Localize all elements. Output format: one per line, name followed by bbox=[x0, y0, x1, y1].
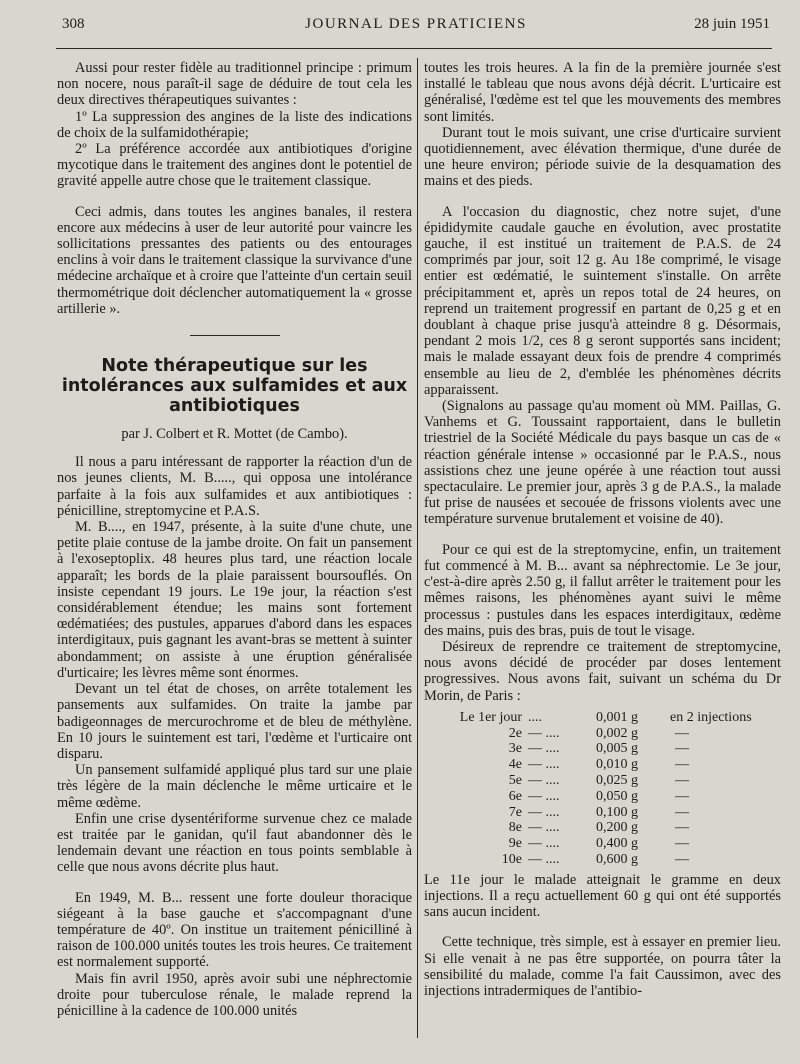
page-header bbox=[62, 16, 770, 38]
schedule-day: 7e bbox=[508, 804, 522, 820]
schedule-day: 3e bbox=[508, 741, 522, 757]
schedule-row bbox=[424, 820, 781, 836]
schedule-day: 4e bbox=[508, 757, 522, 773]
schedule-dose: 0,200 g bbox=[596, 820, 638, 836]
schedule-note: — bbox=[675, 804, 689, 820]
schedule-note: — bbox=[675, 757, 689, 773]
schedule-row bbox=[424, 773, 781, 789]
article-paragraph: Un pansement sulfamidé appliqué plus tard sur une plaie très légère de la main déclenche le même urticaire et le même œdème. bbox=[57, 762, 412, 811]
schedule-note: — bbox=[675, 851, 689, 867]
schedule-day: 5e bbox=[508, 772, 522, 788]
schedule-ditto: — .... bbox=[528, 851, 560, 867]
article-paragraph: M. B...., en 1947, présente, à la suite d'une chute, une petite plaie contuse de la jambe droite. On fait un pansement à l'exoseptoplix. 48 heures plus tard, une réaction locale apparaît; les bords de la plaie paraissent boursouflés. On insiste cependant 19 jours. Le 19e jour, la réaction s'est considérablement étendue; les mains sont fortement œdématiées; des pustules, apparues d'abord dans les espaces interdigitaux, puis gagnant les avant-bras se mettent à suinter abondamment; on assiste à une éruption généralisée d'urticaire; les lèvres même sont énormes. bbox=[57, 519, 412, 681]
directive-1: 1º La suppression des angines de la liste des indications de choix de la sulfamidothérapie; bbox=[57, 108, 412, 141]
column-divider bbox=[417, 58, 418, 1038]
schedule-ditto: — .... bbox=[528, 725, 560, 741]
schedule-ditto: — .... bbox=[528, 836, 560, 852]
schedule-ditto: — .... bbox=[528, 772, 560, 788]
conclusion-paragraph: Ceci admis, dans toutes les angines banales, il restera encore aux médecins à user de leur autorité pour vaincre les sollicitations pressantes des patients ou des entourages enclins à voir dans le traitement classique la survivance d'une médecine archaïque et à croire que l'atteinte d'un certain seuil thermométrique doit déclencher automatiquement la « grosse artillerie ». bbox=[57, 203, 412, 317]
article-paragraph: Enfin une crise dysentériforme survenue chez ce malade est traitée par le ganidan, qu'il faut abandonner dès le lendemain devant une réaction en tous points semblable à celle que nous avons décrite plus haut. bbox=[57, 810, 412, 876]
schedule-day: 8e bbox=[508, 820, 522, 836]
schedule-note: — bbox=[675, 741, 689, 757]
schedule-row bbox=[424, 805, 781, 821]
article-paragraph: Pour ce qui est de la streptomycine, enfin, un traitement fut commencé à M. B... avant sa néphrectomie. Le 3e jour, c'est-à-dire après 2.50 g, il fallut arrêter le traitement pour les mêmes raisons, les phénomènes ayant suivi le même processus : pustules dans les espaces interdigitaux, œdème des mains, puis des bras, puis de tout le visage. bbox=[424, 541, 781, 639]
article-paragraph: Devant un tel état de choses, on arrête totalement les pansements aux sulfamides. On traite la jambe par badigeonnages de mercurochrome et de bleu de méthylène. En 10 jours le suintement est tari, l'œdème et l'urticaire ont disparu. bbox=[57, 681, 412, 762]
schedule-day: 10e bbox=[501, 851, 522, 867]
article-paragraph: Le 11e jour le malade atteignait le gramme en deux injections. Il a reçu actuellement 60 g qui ont été supportés sans aucun incident. bbox=[424, 871, 781, 921]
schedule-note: — bbox=[675, 788, 689, 804]
article-paragraph: Mais fin avril 1950, après avoir subi une néphrectomie droite pour tuberculose rénale, le malade reprend la pénicilline à la cadence de 100.000 unités bbox=[57, 970, 412, 1019]
dosage-schedule bbox=[424, 710, 781, 868]
schedule-ditto: — .... bbox=[528, 820, 560, 836]
schedule-dots: .... bbox=[528, 709, 542, 725]
schedule-row bbox=[424, 757, 781, 773]
schedule-dose: 0,002 g bbox=[596, 725, 638, 741]
schedule-row bbox=[424, 852, 781, 868]
schedule-note: — bbox=[675, 836, 689, 852]
article-paragraph: Désireux de reprendre ce traitement de streptomycine, nous avons décidé de procéder par doses lentement progressives. Nous avons fait, suivant un schéma du Dr Morin, de Paris : bbox=[424, 638, 781, 704]
article-paragraph: toutes les trois heures. A la fin de la première journée s'est installé le tableau que nous avons déjà décrit. L'urticaire est généralisé, l'œdème est tel que les mouvements des membres sont limités. bbox=[424, 60, 781, 125]
schedule-ditto: — .... bbox=[528, 741, 560, 757]
article-paragraph: (Signalons au passage qu'au moment où MM. Paillas, G. Vanhems et G. Toussaint rapportaient, dans le bulletin triestriel de la Société Médicale du pays basque un cas de « réaction générale intense » occasionné par le P.A.S., nous assistions chez une jeune opérée à une réaction tout aussi spectaculaire. Le premier jour, après 3 g de P.A.S., la malade fut prise de nausées et secouée de frissons violents avec une température survenue brutalement et voisine de 40). bbox=[424, 398, 781, 528]
schedule-ditto: — .... bbox=[528, 804, 560, 820]
schedule-row bbox=[424, 836, 781, 852]
section-separator bbox=[190, 335, 280, 336]
schedule-ditto: — .... bbox=[528, 757, 560, 773]
right-column bbox=[424, 60, 781, 999]
schedule-dose: 0,010 g bbox=[596, 757, 638, 773]
schedule-dose: 0,025 g bbox=[596, 772, 638, 788]
schedule-note: — bbox=[675, 725, 689, 741]
schedule-dose: 0,600 g bbox=[596, 851, 638, 867]
schedule-note: — bbox=[675, 820, 689, 836]
schedule-day: 2e bbox=[508, 725, 522, 741]
schedule-row bbox=[424, 726, 781, 742]
schedule-dose: 0,005 g bbox=[596, 741, 638, 757]
article-paragraph: Cette technique, très simple, est à essayer en premier lieu. Si elle venait à ne pas être supportée, on pourra tâter la sensibilité du malade, comme l'a fait Caussimon, avec des injections intradermiques de l'antibio- bbox=[424, 934, 781, 999]
schedule-ditto: — .... bbox=[528, 788, 560, 804]
schedule-note: en 2 injections bbox=[670, 709, 752, 725]
schedule-note: — bbox=[675, 772, 689, 788]
issue-date: 28 juin 1951 bbox=[694, 16, 770, 32]
article-paragraph: A l'occasion du diagnostic, chez notre sujet, d'une épididymite caudale gauche en évolution, avec prostatite gauche, il est institué un traitement de P.A.S. de 24 comprimés par jour, soit 12 g. Au 18e comprimé, le visage entier est œdématié, le suintement s'installe. On arrête précipitamment et, après un repos total de 24 heures, on reprend un traitement progressif en partant de 0,25 g et en doublant à chaque prise jusqu'à atteindre 8 g. Désormais, pendant 2 mois 1/2, ces 8 g seront supportés sans incident; mais le malade essayant deux fois de prendre 4 comprimés ensemble au lieu de 2, d'emblée les phénomènes décrits apparaissent. bbox=[424, 203, 781, 398]
header-rule bbox=[56, 48, 772, 49]
article-paragraph: Il nous a paru intéressant de rapporter la réaction d'un de nos jeunes clients, M. B....., qui opposa une intolérance parfaite à la fois aux sulfamides et aux antibiotiques : pénicilline, streptomycine et P.A.S. bbox=[57, 454, 412, 519]
article-title: Note thérapeutique sur les intolérances aux sulfamides et aux antibiotiques bbox=[61, 356, 408, 417]
directive-2: 2º La préférence accordée aux antibiotiques d'origine mycotique dans le traitement des angines dont le potentiel de gravité appelle autre chose que le traitement classique. bbox=[57, 141, 412, 190]
left-column bbox=[57, 60, 412, 1019]
schedule-dose: 0,001 g bbox=[596, 709, 638, 725]
schedule-dose: 0,100 g bbox=[596, 804, 638, 820]
schedule-dose: 0,400 g bbox=[596, 836, 638, 852]
schedule-row bbox=[424, 710, 781, 726]
article-byline: par J. Colbert et R. Mottet (de Cambo). bbox=[121, 426, 348, 443]
schedule-day: 6e bbox=[508, 788, 522, 804]
page-number: 308 bbox=[62, 16, 85, 32]
article-paragraph: Durant tout le mois suivant, une crise d'urticaire survient quotidiennement, avec élévation thermique, d'une durée de une heure environ; période suivie de la desquamation des mains et des pieds. bbox=[424, 124, 781, 190]
intro-paragraph: Aussi pour rester fidèle au traditionnel principe : primum non nocere, nous paraît-il sage de déduire de tout cela les deux directives thérapeutiques suivantes : bbox=[57, 60, 412, 109]
schedule-dose: 0,050 g bbox=[596, 788, 638, 804]
schedule-day: 9e bbox=[508, 836, 522, 852]
schedule-day: Le 1er jour bbox=[459, 709, 522, 725]
schedule-row bbox=[424, 789, 781, 805]
schedule-row bbox=[424, 741, 781, 757]
article-paragraph: En 1949, M. B... ressent une forte douleur thoracique siégeant à la base gauche et s'accompagnant d'une température de 40º. On institue un traitement pénicilliné à raison de 100.000 unités toutes les trois heures. Ce traitement est normalement supporté. bbox=[57, 889, 412, 971]
journal-title: JOURNAL DES PRATICIENS bbox=[305, 16, 527, 32]
